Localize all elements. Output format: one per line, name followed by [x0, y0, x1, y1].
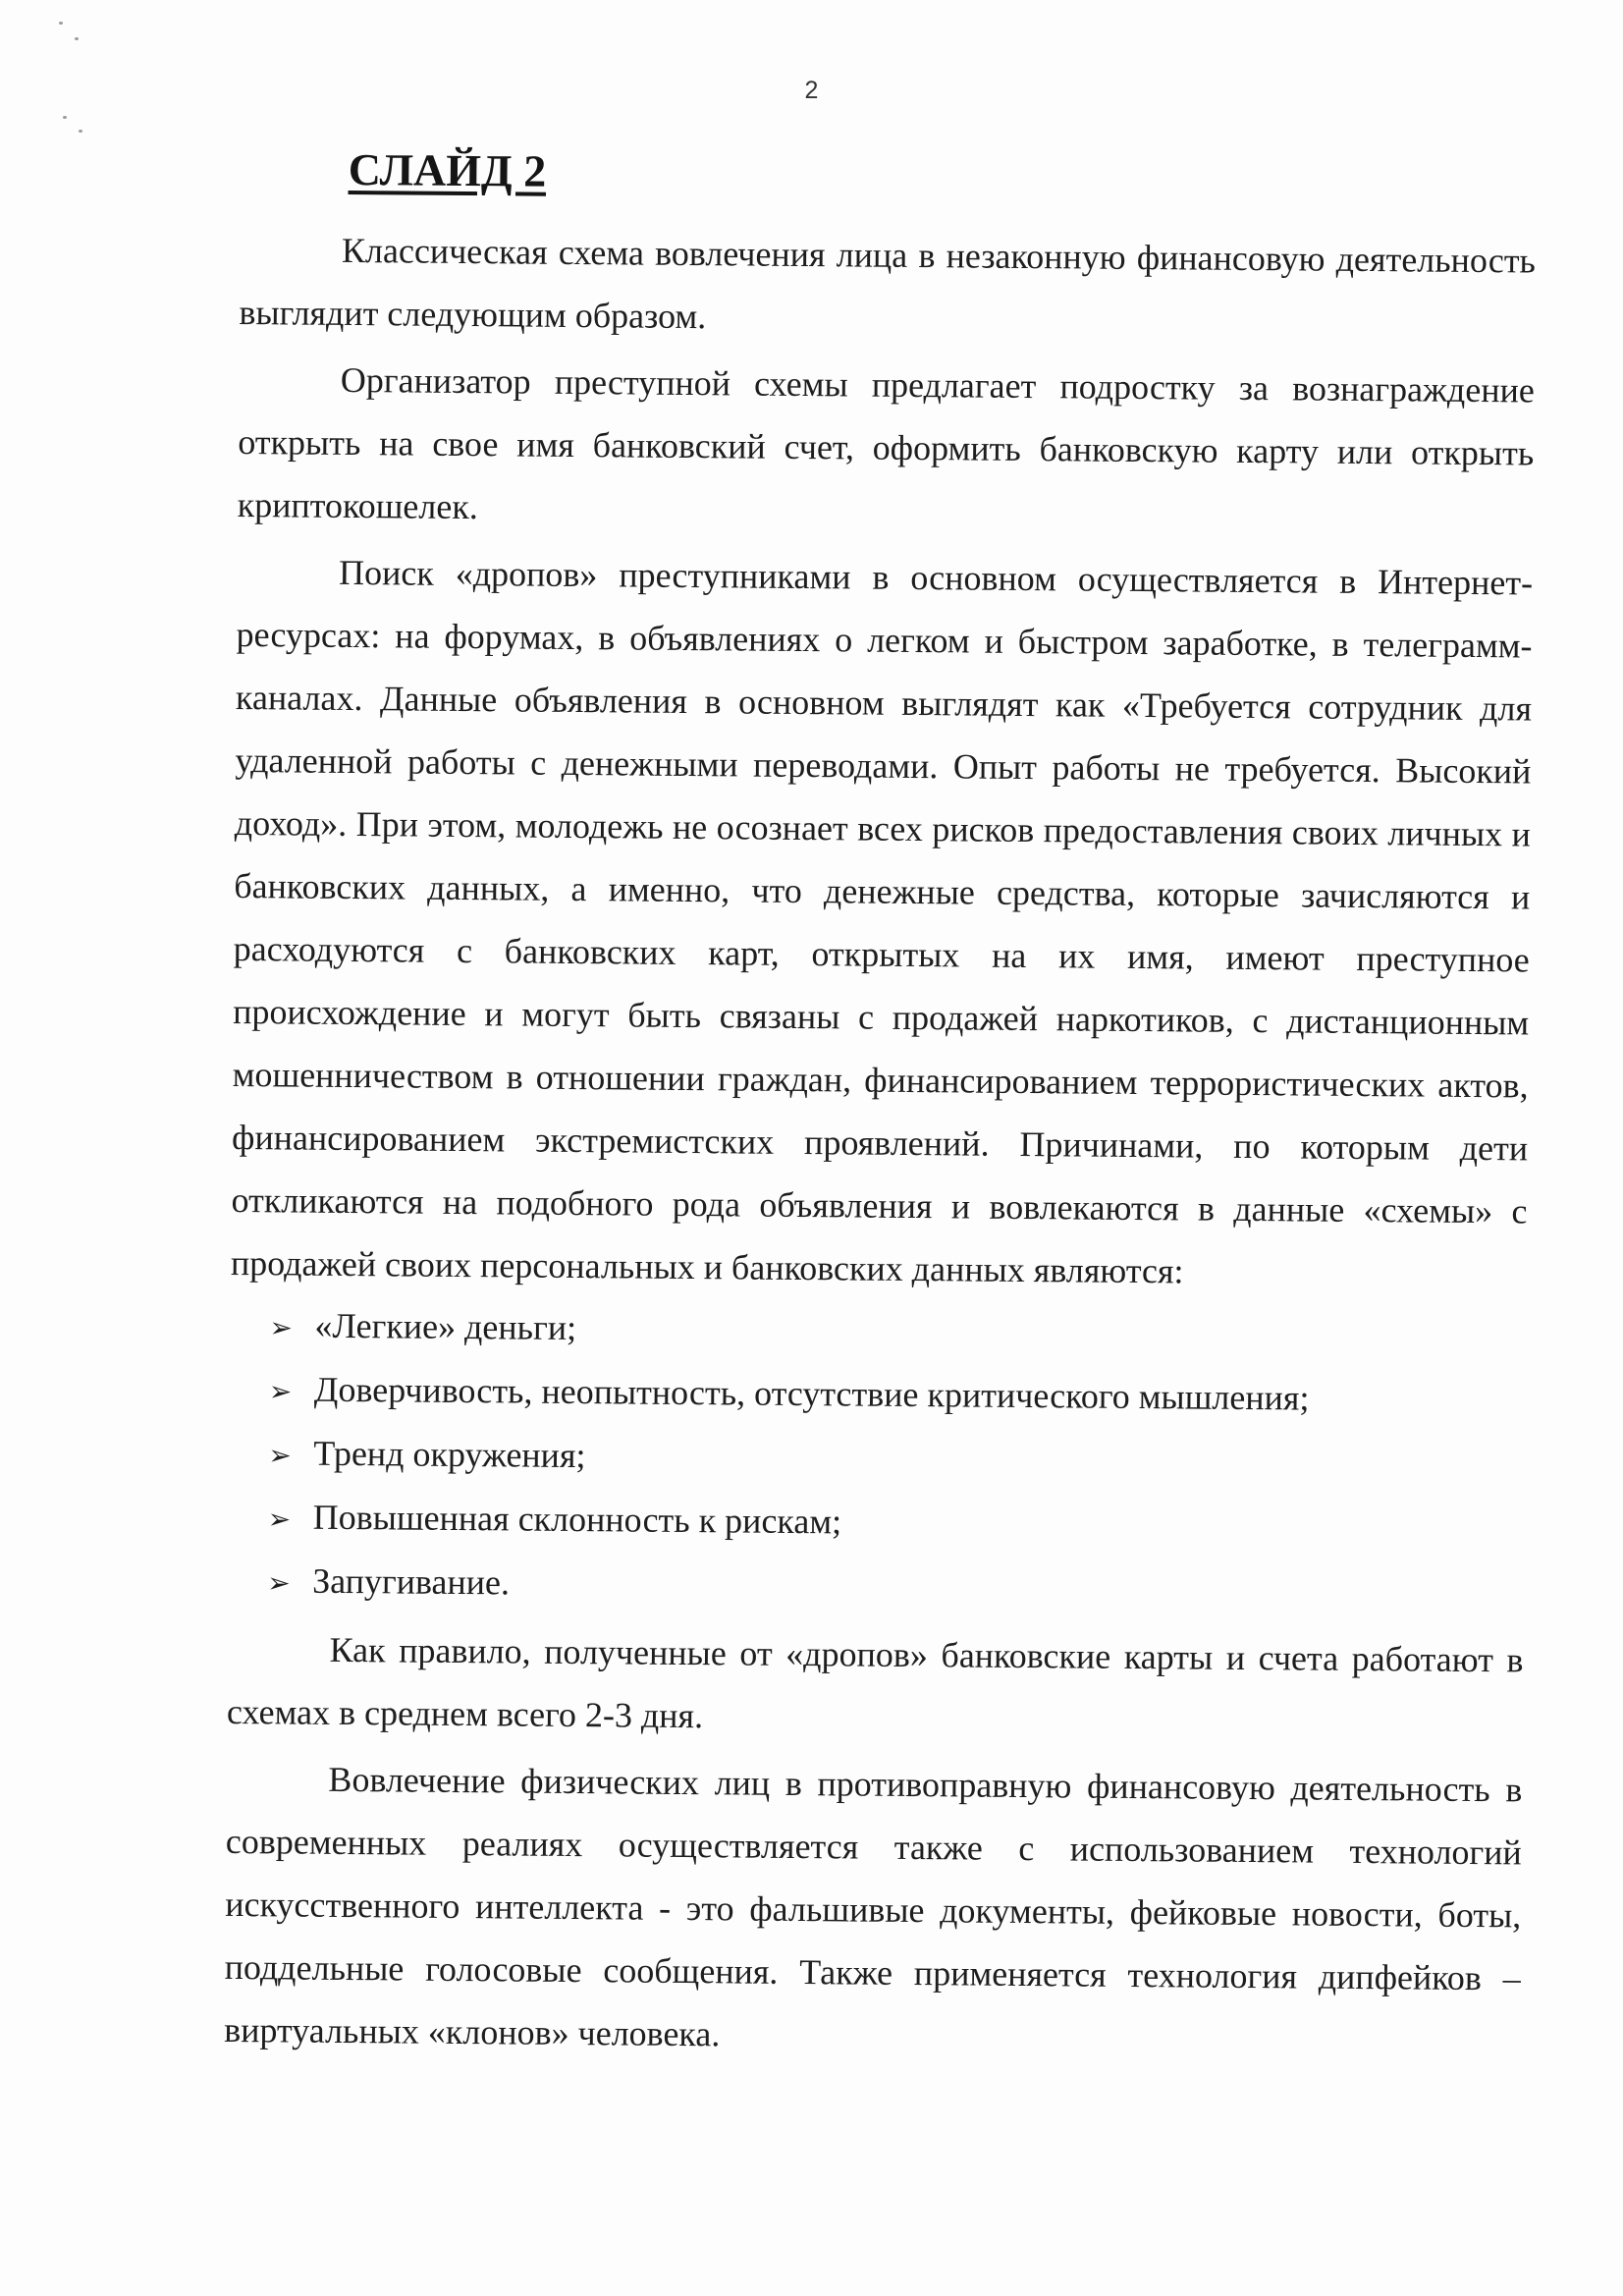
list-item-text: «Легкие» деньги;: [314, 1305, 577, 1348]
list-item: [267, 1486, 1525, 1560]
scan-speck: [59, 22, 63, 25]
arrow-bullet-icon: ➢: [269, 1311, 294, 1344]
paragraph-intro-2: Организатор преступной схемы предлагает подростку за вознаграждение открыть на свое имя банковский счет, оформить банковскую карту или открыть криптокошелек.: [237, 359, 1535, 527]
reasons-list: [228, 1294, 1527, 1625]
document-body: [224, 137, 1537, 2072]
list-item: [267, 1550, 1525, 1624]
list-item: [268, 1422, 1526, 1497]
list-item: [269, 1358, 1527, 1433]
arrow-bullet-icon: ➢: [268, 1375, 293, 1408]
arrow-bullet-icon: ➢: [268, 1439, 292, 1472]
arrow-bullet-icon: ➢: [267, 1503, 292, 1536]
paragraph-outro-1: Как правило, полученные от «дропов» банковские карты и счета работают в схемах в среднем всего 2-3 дня.: [226, 1629, 1524, 1736]
list-item: [269, 1294, 1527, 1369]
scan-speck: [63, 116, 67, 119]
list-item-text: Повышенная склонность к рискам;: [312, 1497, 842, 1542]
slide-title: СЛАЙД 2: [348, 143, 547, 196]
arrow-bullet-icon: ➢: [267, 1566, 291, 1600]
scan-speck: [75, 37, 79, 40]
list-item-text: Запугивание.: [312, 1560, 511, 1603]
list-item-text: Тренд окружения;: [313, 1433, 586, 1476]
paragraph-outro-2: Вовлечение физических лиц в противоправную финансовую деятельность в современных реалиях осуществляется также с использованием технологий искусственного интеллекта - это фальшивые документы, фейковые новости, боты, поддельные голосовые сообщения. Также применяется технология дипфейков – виртуальных «клонов» человека.: [224, 1759, 1523, 2054]
scan-speck: [79, 130, 82, 133]
paragraph-intro-1: Классическая схема вовлечения лица в незаконную финансовую деятельность выглядит следующим образом.: [239, 230, 1537, 337]
page-number: 2: [804, 77, 819, 104]
paragraph-intro-3: Поиск «дропов» преступниками в основном осуществляется в Интернет-ресурсах: на форумах, в объявлениях о легком и быстром заработке, в телеграмм-каналах. Данные объявления в основном выглядят как «Требуется сотрудник для удаленной работы с денежными переводами. Опыт работы не требуется. Высокий доход». При этом, молодежь не осознает всех рисков предоставления своих личных и банковских данных, а именно, что денежные средства, которые зачисляются и расходуются с банковских карт, открытых на их имя, имеют преступное происхождение и могут быть связаны с продажей наркотиков, с дистанционным мошенничеством в отношении граждан, финансированием террористических актов, финансированием экстремистских проявлений. Причинами, по которым дети откликаются на подобного рода объявления и вовлекаются в данные «схемы» с продажей своих персональных и банковских данных являются:: [230, 552, 1534, 1291]
list-item-text: Доверчивость, неопытность, отсутствие критического мышления;: [313, 1369, 1310, 1418]
